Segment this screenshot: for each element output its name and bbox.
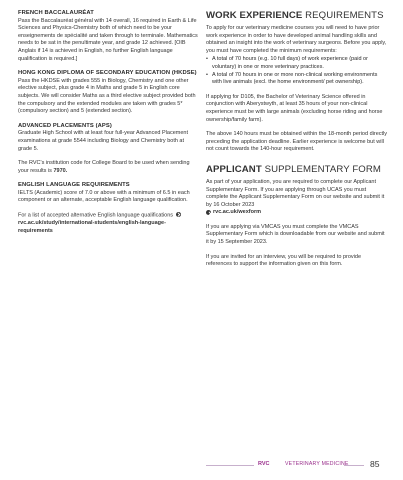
right-column [206, 10, 388, 269]
english-language-heading: ENGLISH LANGUAGE REQUIREMENTS [18, 182, 130, 189]
hkdse-heading: HONG KONG DIPLOMA OF SECONDARY EDUCATION (HKDSE) [18, 70, 197, 77]
french-bacc-text: Pass the Baccalauréat général with 14 overall, 16 required in Earth & Life Sciences and Physics-Chemistry both of which need to be your enseignements de spécialité and taken through to terminale. Mathematics needs to be sat in the penultimate year, and grade 12 achieved. [OIB Anglais if 14 is achieved in English, no further English language qualification is required.] [18, 17, 198, 62]
deadline-text: The above 140 hours must be obtained within the 18-month period directly preceding the application deadline. Earlier experience is welcome but will not count towards the 140-hour requirement. [206, 131, 387, 153]
link-arrow-icon [206, 210, 211, 215]
work-experience-bullets [206, 56, 388, 86]
footer-brand: RVC [258, 461, 270, 467]
work-experience-heading-bold: WORK EXPERIENCE [206, 10, 303, 21]
french-bacc-heading: FRENCH BACCALAURÉAT [18, 10, 94, 16]
supplementary-form-heading [206, 164, 388, 175]
work-experience-heading [206, 10, 388, 21]
ceeb-paragraph [18, 160, 198, 175]
work-experience-intro: To apply for our veterinary medicine courses you will need to have prior work experience in order to have developed animal handling skills and obtained an insight into the work of veterinary surgeons. Before you apply, you must have completed the minimum requirements: [206, 25, 387, 54]
list-item: • A total of 70 hours in one or more non-clinical working environments with live animals (excl. the home environment/ pet ownership). [206, 72, 388, 87]
ap-heading: ADVANCED PLACEMENTS (APS) [18, 122, 112, 129]
supplementary-form-heading-bold: APPLICANT [206, 163, 262, 175]
ceeb-text: The RVC's institution code for College Board to be used when sending your results is [18, 160, 190, 174]
footer-rule-left [206, 465, 254, 466]
list-item: • A total of 70 hours (e.g. 10 full days) of work experience (paid or voluntary) in one or more veterinary practices. [206, 56, 388, 71]
footer-rule-right [344, 465, 364, 466]
interview-text: If you are invited for an interview, you will be required to provide references to support the information given on this form. [206, 253, 361, 268]
left-column [18, 10, 198, 235]
alt-english-text: For a list of accepted alternative English language qualifications [18, 212, 174, 219]
page-number: 85 [370, 459, 380, 469]
ceeb-code: 7970. [53, 167, 68, 174]
supplementary-form-text: As part of your application, you are required to complete our Applicant Supplementary Form. If you are applying through UCAS you must complete the Applicant Supplementary Form on our website and submit it by 16 October 2023 [206, 178, 385, 208]
vmcas-text: If you are applying via VMCAS you must complete the VMCAS Supplementary Form which is downloadable from our website and submit it by 15 September 2023. [206, 223, 385, 246]
supplementary-form-heading-rest: SUPPLEMENTARY FORM [261, 163, 381, 175]
d105-text: If applying for D105, the Bachelor of Veterinary Science offered in conjunction with Aberystwyth, at least 35 hours of your non-clinical experience must be with large animals (excluding horse riding and horse ownership/family farm). [206, 93, 383, 123]
hkdse-text: Pass the HKDSE with grades 555 in Biology, Chemistry and one other elective subject, plus grade 4 in Maths and grade 5 in English core subjects. We will consider Maths as a third elective subject provided both the compulsory and the extended modules are taken with grades 5* (compulsory section) and 5 (extended section). [18, 77, 196, 115]
wexform-link[interactable]: rvc.ac.uk/wexform [213, 209, 261, 216]
ap-text: Graduate High School with at least four full-year Advanced Placement examinations at grade 5544 including Biology and Chemistry both at grade 5. [18, 130, 188, 152]
wexform-link-row [206, 209, 388, 217]
english-requirements-link[interactable]: rvc.ac.uk/study/international-students/english-language-requirements [18, 220, 166, 234]
work-experience-heading-rest: REQUIREMENTS [302, 10, 384, 21]
alt-english-paragraph [18, 212, 198, 235]
english-language-text: IELTS (Academic) score of 7.0 or above with a minimum of 6.5 in each component or an alternate, acceptable English language qualification. [18, 189, 190, 204]
footer-section: VETERINARY MEDICINE [285, 461, 349, 467]
page-footer [0, 460, 403, 470]
link-arrow-icon [176, 212, 181, 217]
